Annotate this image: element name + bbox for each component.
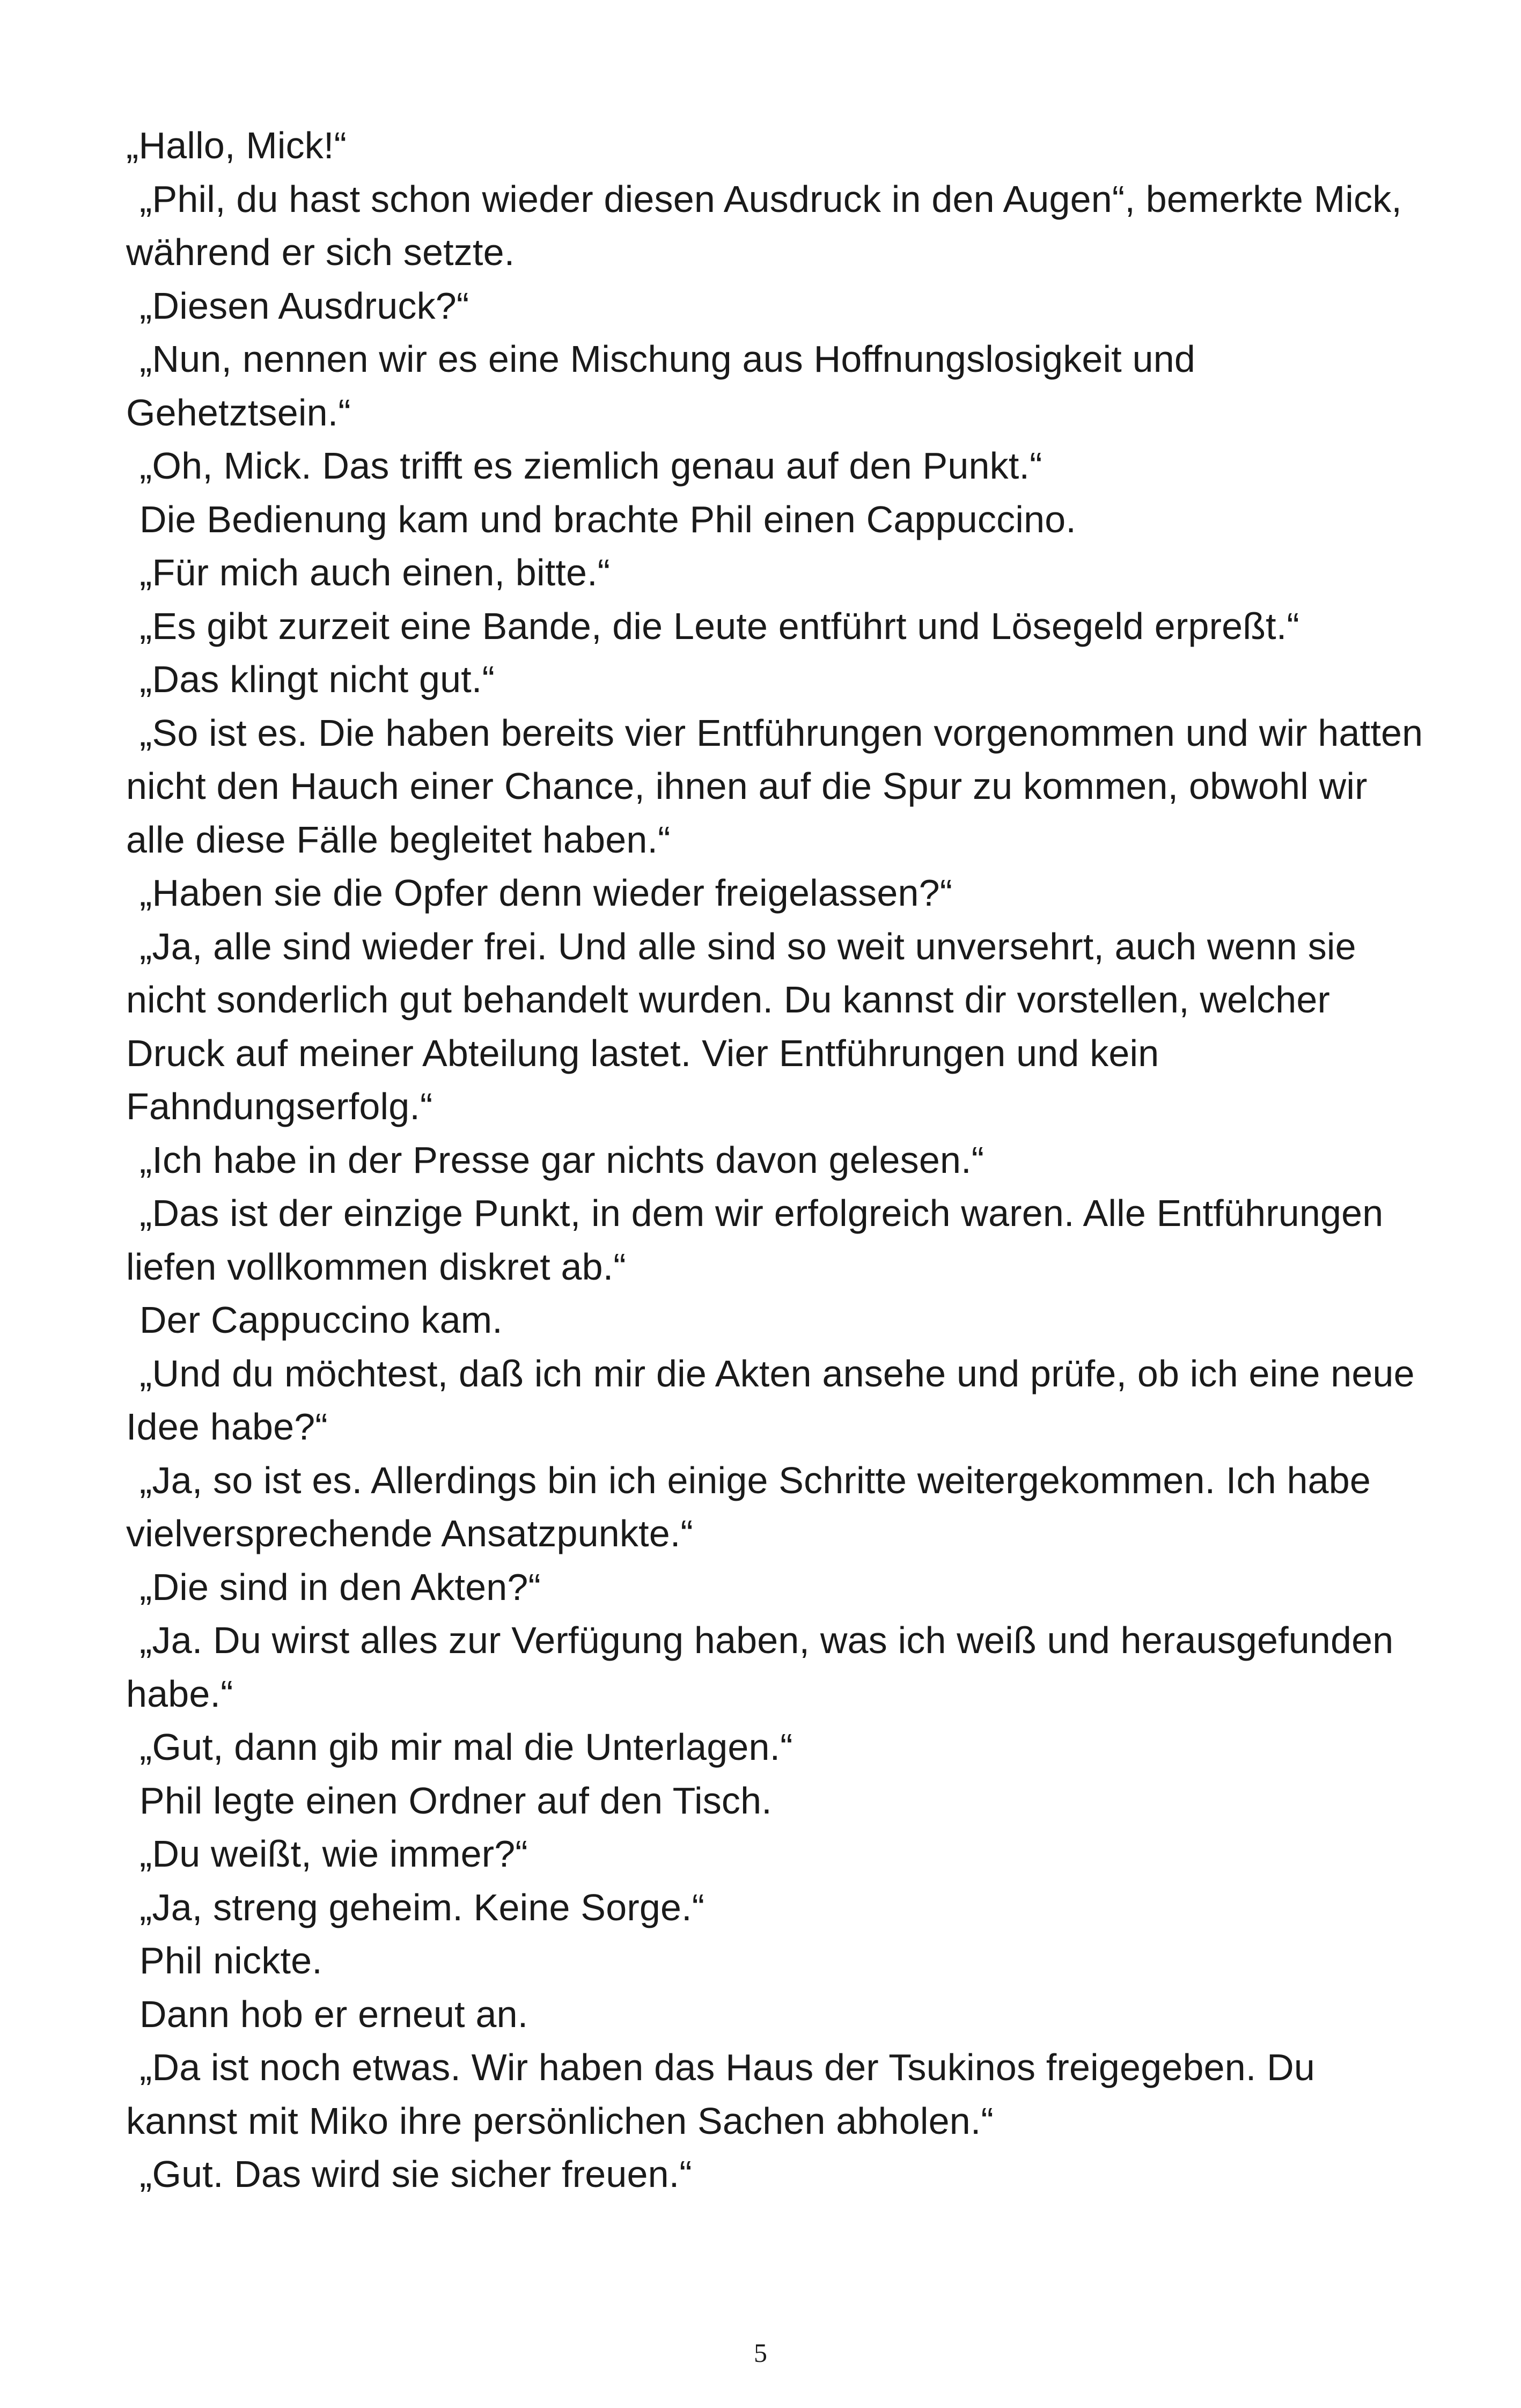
paragraph: „Oh, Mick. Das trifft es ziemlich genau auf den Punkt.“ [139,445,1042,487]
paragraph: „Ja. Du wirst alles zur Verfügung haben, was ich weiß und herausgefunden habe.“ [126,1619,1394,1715]
paragraph: „Die sind in den Akten?“ [139,1566,541,1608]
paragraph: „Ja, so ist es. Allerdings bin ich einige Schritte weitergekommen. Ich habe vielversprechende Ansatzpunkte.“ [126,1459,1371,1554]
paragraph: „Das klingt nicht gut.“ [139,658,495,700]
paragraph: „Ja, alle sind wieder frei. Und alle sind so weit unversehrt, auch wenn sie nicht sonderlich gut behandelt wurden. Du kannst dir vorstellen, welcher Druck auf meiner Abteilung lastet. Vier Entführungen und kein Fahndungserfolg.“ [126,925,1356,1127]
paragraph: Phil nickte. [139,1940,322,1981]
paragraph: „Gut, dann gib mir mal die Unterlagen.“ [139,1726,793,1768]
paragraph: „Nun, nennen wir es eine Mischung aus Hoffnungslosigkeit und Gehetztsein.“ [126,338,1196,434]
paragraph: „Ja, streng geheim. Keine Sorge.“ [139,1886,705,1928]
paragraph: „Hallo, Mick!“ [126,124,347,166]
paragraph: „Haben sie die Opfer denn wieder freigelassen?“ [139,872,953,914]
body-text [126,119,1424,2201]
paragraph: „Und du möchtest, daß ich mir die Akten ansehe und prüfe, ob ich eine neue Idee habe?“ [126,1352,1415,1448]
paragraph: „Ich habe in der Presse gar nichts davon gelesen.“ [139,1139,984,1181]
paragraph: „Das ist der einzige Punkt, in dem wir erfolgreich waren. Alle Entführungen liefen vollkommen diskret ab.“ [126,1192,1384,1288]
paragraph: „Es gibt zurzeit eine Bande, die Leute entführt und Lösegeld erpreßt.“ [139,605,1299,647]
paragraph: Der Cappuccino kam. [139,1299,503,1341]
paragraph: Dann hob er erneut an. [139,1993,528,2035]
paragraph: „So ist es. Die haben bereits vier Entführungen vorgenommen und wir hatten nicht den Hauch einer Chance, ihnen auf die Spur zu kommen, obwohl wir alle diese Fälle begleitet haben.“ [126,711,1423,861]
paragraph: „Für mich auch einen, bitte.“ [139,552,611,593]
page-number: 5 [754,2338,767,2368]
paragraph: „Du weißt, wie immer?“ [139,1833,528,1875]
paragraph: „Gut. Das wird sie sicher freuen.“ [139,2153,692,2195]
paragraph: Phil legte einen Ordner auf den Tisch. [139,1779,772,1822]
paragraph: „Phil, du hast schon wieder diesen Ausdruck in den Augen“, bemerkte Mick, während er sich setzte. [126,178,1402,273]
paragraph: „Da ist noch etwas. Wir haben das Haus der Tsukinos freigegeben. Du kannst mit Miko ihre persönlichen Sachen abholen.“ [126,2046,1316,2142]
paragraph: „Diesen Ausdruck?“ [139,284,469,327]
paragraph: Die Bedienung kam und brachte Phil einen Cappuccino. [139,498,1076,540]
